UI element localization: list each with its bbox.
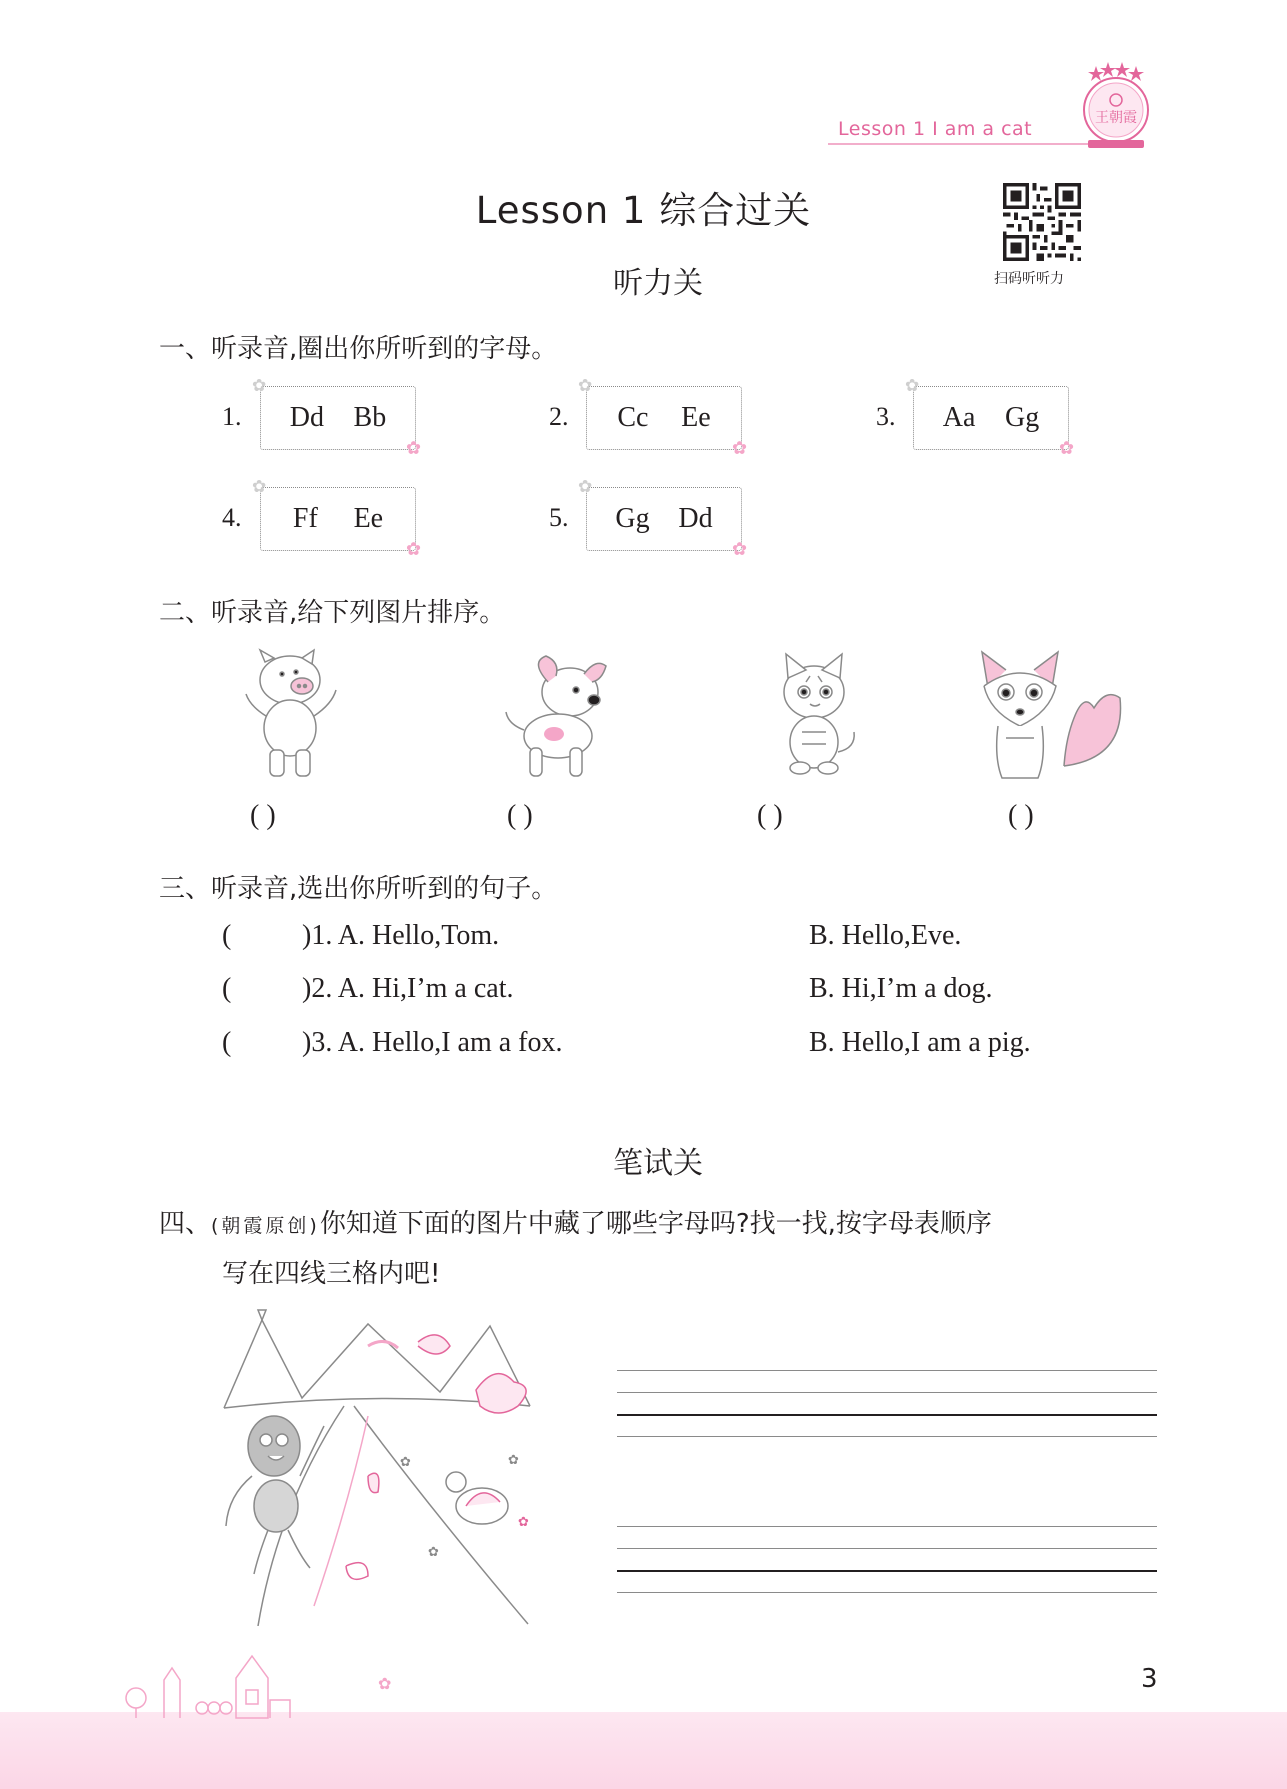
q3-answer-paren-2[interactable]: (	[222, 973, 232, 1004]
q1-item-2-box[interactable]	[586, 386, 742, 450]
q4-text-line2: 写在四线三格内吧!	[222, 1259, 441, 1289]
flower-icon: ✿	[732, 438, 748, 459]
star-icon: ✿	[252, 477, 267, 497]
running-head: Lesson 1 I am a cat	[838, 118, 1033, 140]
letter-option[interactable]: Cc	[617, 402, 649, 433]
q4-heading	[159, 1203, 992, 1240]
letter-option[interactable]: Gg	[1004, 402, 1040, 433]
q2-answer-paren-1[interactable]: ( )	[250, 800, 276, 831]
qr-code	[1003, 183, 1081, 261]
star-icon: ✿	[252, 376, 267, 396]
letter-option[interactable]: Bb	[353, 402, 387, 433]
q1-item-5-num: 5.	[549, 503, 569, 532]
q2-answer-paren-3[interactable]: ( )	[757, 800, 783, 831]
flower-icon: ✿	[732, 539, 748, 560]
q1-item-4-num: 4.	[222, 503, 242, 532]
svg-text:✿: ✿	[400, 1455, 411, 1470]
svg-text:✿: ✿	[428, 1545, 439, 1560]
hidden-letters-illustration	[218, 1306, 580, 1626]
q3-option-1a: )1. A. Hello,Tom.	[302, 920, 500, 951]
writing-grid-2[interactable]	[617, 1526, 1157, 1596]
listening-section-title: 听力关	[613, 266, 703, 301]
q3-option-1b: B. Hello,Eve.	[809, 920, 962, 951]
lesson-title: Lesson 1 综合过关	[475, 189, 812, 232]
logo-text: 王朝霞	[1095, 110, 1137, 126]
q1-item-3-num: 3.	[876, 402, 896, 431]
q3-option-2b: B. Hi,I’m a dog.	[809, 973, 993, 1004]
q1-item-1-num: 1.	[222, 402, 242, 431]
q1-item-4-box[interactable]	[260, 487, 416, 551]
footer-band	[0, 1712, 1287, 1789]
q1-heading: 一、听录音,圈出你所听到的字母。	[159, 334, 558, 364]
flower-icon: ✿	[1059, 438, 1075, 459]
star-icon: ✿	[905, 376, 920, 396]
letter-option[interactable]: Aa	[942, 402, 976, 433]
footer-castle-decoration	[120, 1650, 300, 1720]
flower-icon: ✿	[406, 438, 422, 459]
writing-grid-1[interactable]	[617, 1370, 1157, 1440]
svg-text:✿: ✿	[508, 1453, 519, 1468]
fox-illustration	[976, 648, 1126, 788]
q4-tag: (朝霞原创)	[211, 1215, 320, 1237]
written-section-title: 笔试关	[613, 1146, 703, 1181]
q3-option-3b: B. Hello,I am a pig.	[809, 1027, 1031, 1058]
q3-option-2a: )2. A. Hi,I’m a cat.	[302, 973, 514, 1004]
letter-option[interactable]: Gg	[615, 503, 650, 534]
q3-answer-paren-1[interactable]: (	[222, 920, 232, 951]
q1-item-1-box[interactable]	[260, 386, 416, 450]
cat-illustration	[766, 652, 862, 778]
header-divider	[828, 143, 1090, 145]
pig-illustration	[240, 646, 350, 782]
q1-item-2-num: 2.	[549, 402, 569, 431]
q3-heading: 三、听录音,选出你所听到的句子。	[159, 874, 558, 904]
star-icon: ✿	[578, 477, 593, 497]
q3-option-3a: )3. A. Hello,I am a fox.	[302, 1027, 563, 1058]
q1-item-3-box[interactable]	[913, 386, 1069, 450]
flower-icon: ✿	[406, 539, 422, 560]
q3-answer-paren-3[interactable]: (	[222, 1027, 232, 1058]
q2-answer-paren-2[interactable]: ( )	[507, 800, 533, 831]
q2-heading: 二、听录音,给下列图片排序。	[159, 598, 506, 628]
letter-option[interactable]: Dd	[678, 503, 713, 534]
star-icon: ✿	[578, 376, 593, 396]
letter-option[interactable]: Dd	[289, 402, 324, 433]
q4-text: 你知道下面的图片中藏了哪些字母吗?找一找,按字母表顺序	[319, 1209, 992, 1239]
qr-caption: 扫码听听力	[994, 271, 1064, 287]
q1-item-5-box[interactable]	[586, 487, 742, 551]
svg-text:✿: ✿	[518, 1515, 529, 1530]
page-number: 3	[1141, 1664, 1158, 1694]
letter-option[interactable]: Ee	[353, 503, 384, 534]
star-icon: ✿	[378, 1674, 392, 1693]
publisher-logo	[1076, 60, 1156, 154]
dog-illustration	[500, 652, 616, 784]
q2-answer-paren-4[interactable]: ( )	[1008, 800, 1034, 831]
letter-option[interactable]: Ee	[681, 402, 711, 433]
q4-number: 四、	[159, 1209, 212, 1239]
letter-option[interactable]: Ff	[292, 503, 318, 534]
